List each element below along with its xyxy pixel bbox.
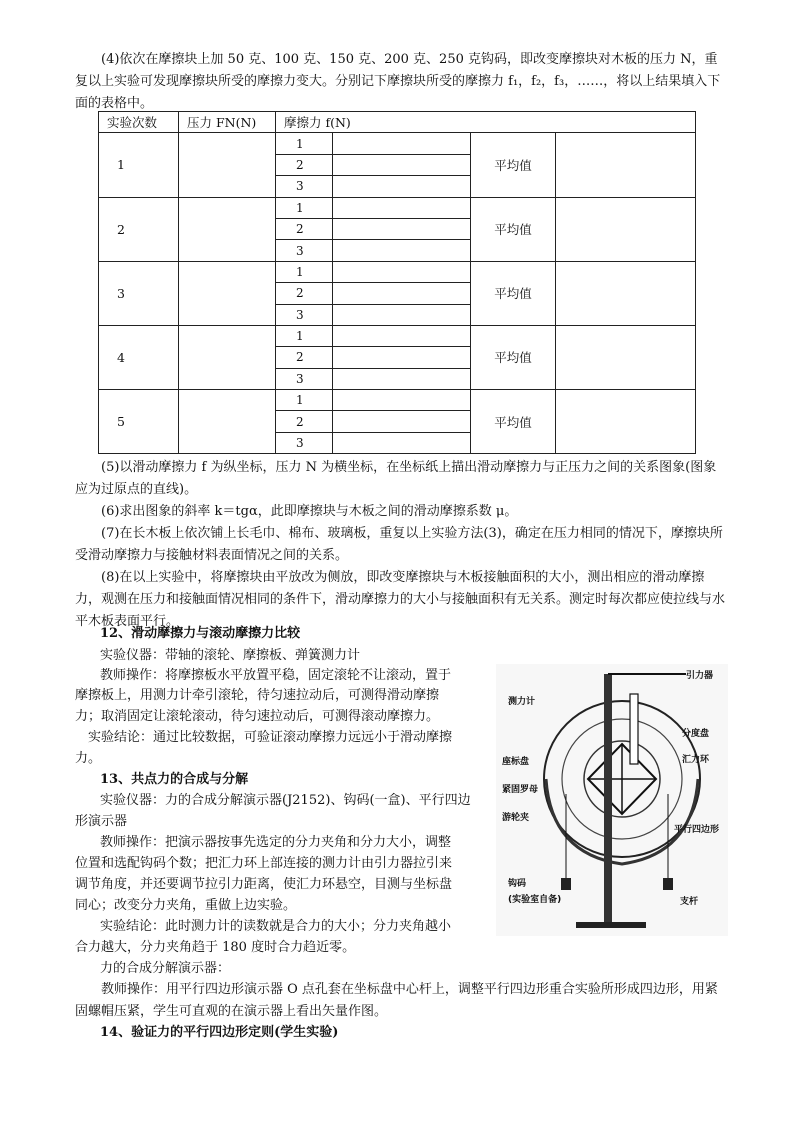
paragraph-step5: (5)以滑动摩擦力 f 为纵坐标，压力 N 为横坐标，在坐标纸上描出滑动摩擦力与正压力之间的关系图象(图象应为过原点的直线)。 bbox=[75, 460, 717, 497]
s13-line: 合力越大，分力夹角趋于 180 度时合力趋近零。 bbox=[75, 940, 356, 955]
s13-equipment: 实验仪器：力的合成分解演示器(J2152)、钩码(一盒)、平行四边 bbox=[100, 793, 471, 808]
pressure-cell bbox=[179, 325, 276, 389]
header-pressure: 压力 FN(N) bbox=[179, 112, 276, 133]
s13-subtitle: 力的合成分解演示器： bbox=[100, 961, 231, 976]
trial-number-cell: 1 bbox=[99, 133, 179, 197]
table-header-row bbox=[99, 112, 696, 133]
sub-trial-cell: 2 bbox=[276, 347, 333, 368]
trial-number-cell: 4 bbox=[99, 325, 179, 389]
experiment-table bbox=[98, 111, 696, 454]
pressure-cell bbox=[179, 133, 276, 197]
paragraph-step7: (7)在长木板上依次铺上长毛巾、棉布、玻璃板，重复以上实验方法(3)，确定在压力相同的情况下，摩擦块所受滑动摩擦力与接触材料表面情况之间的关系。 bbox=[75, 526, 723, 563]
friction-value-cell bbox=[333, 133, 471, 154]
pressure-cell bbox=[179, 261, 276, 325]
force-demonstrator-figure bbox=[496, 664, 728, 936]
s13-conclusion: 实验结论：此时测力计的读数就是合力的大小；分力夹角越小 bbox=[100, 919, 452, 934]
heading-section-13: 13、共点力的合成与分解 bbox=[100, 772, 249, 787]
right-weight bbox=[663, 878, 673, 890]
sub-trial-cell: 3 bbox=[276, 176, 333, 197]
paragraph-step6: (6)求出图象的斜率 k＝tgα，此即摩擦块与木板之间的滑动摩擦系数 μ。 bbox=[101, 504, 518, 519]
label-pulley-clamp: 游轮夹 bbox=[502, 813, 530, 823]
paragraph-step8: (8)在以上实验中，将摩擦块由平放改为侧放，即改变摩擦块与木板接触面积的大小，测出相应的滑动摩擦力，观测在压力和接触面情况相同的条件下，滑动摩擦力的大小与接触面积有无关系。测定时每次都应使拉线与水平木板表面平行。 bbox=[75, 570, 726, 629]
s12-line: 力。 bbox=[75, 751, 102, 766]
friction-value-cell bbox=[333, 432, 471, 453]
label-coord-disc: 座标盘 bbox=[502, 757, 530, 767]
header-trial: 实验次数 bbox=[99, 112, 179, 133]
sub-trial-cell: 1 bbox=[276, 390, 333, 411]
average-value-cell bbox=[556, 133, 696, 197]
friction-value-cell bbox=[333, 347, 471, 368]
base-plate bbox=[576, 922, 646, 928]
friction-value-cell bbox=[333, 283, 471, 304]
trial-number-cell: 5 bbox=[99, 390, 179, 454]
average-label-cell: 平均值 bbox=[471, 390, 556, 454]
s12-equipment: 实验仪器：带轴的滚轮、摩擦板、弹簧测力计 bbox=[100, 648, 361, 663]
left-weight bbox=[561, 878, 571, 890]
table-row bbox=[99, 390, 696, 411]
average-value-cell bbox=[556, 197, 696, 261]
heading-section-14: 14、验证力的平行四边形定则(学生实验) bbox=[100, 1025, 339, 1040]
average-label-cell: 平均值 bbox=[471, 261, 556, 325]
table-row bbox=[99, 261, 696, 282]
sub-trial-cell: 3 bbox=[276, 368, 333, 389]
sub-trial-cell: 1 bbox=[276, 325, 333, 346]
label-parallelogram: 平行四边形 bbox=[674, 825, 720, 835]
sub-trial-cell: 3 bbox=[276, 240, 333, 261]
table-row bbox=[99, 197, 696, 218]
friction-value-cell bbox=[333, 218, 471, 239]
s13-paragraph: 教师操作：用平行四边形演示器 O 点孔套在坐标盘中心杆上，调整平行四边形重合实验所形成四边形，用紧固螺帽压紧，学生可直观的在演示器上看出矢量作图。 bbox=[75, 982, 718, 1019]
spring-scale bbox=[630, 694, 638, 764]
paragraph-step4: (4)依次在摩擦块上加 50 克、100 克、150 克、200 克、250 克钩码，即改变摩擦块对木板的压力 N，重复以上实验可发现摩擦块所受的摩擦力变大。分别记下摩擦块所受的摩擦力 f₁，f₂，f₃，……，将以上结果填入下面的表格中。 bbox=[75, 52, 721, 111]
friction-value-cell bbox=[333, 368, 471, 389]
s13-line: 形演示器 bbox=[75, 814, 128, 829]
average-label-cell: 平均值 bbox=[471, 133, 556, 197]
average-value-cell bbox=[556, 325, 696, 389]
friction-value-cell bbox=[333, 304, 471, 325]
label-lock-nut: 紧固罗母 bbox=[502, 785, 539, 795]
average-label-cell: 平均值 bbox=[471, 197, 556, 261]
pressure-cell bbox=[179, 197, 276, 261]
sub-trial-cell: 1 bbox=[276, 133, 333, 154]
pressure-cell bbox=[179, 390, 276, 454]
friction-value-cell bbox=[333, 154, 471, 175]
label-puller: 引力器 bbox=[686, 671, 714, 681]
s13-line: 同心；改变分力夹角，重做上边实验。 bbox=[75, 898, 297, 913]
s13-line: 位置和选配钩码个数；把汇力环上部连接的测力计由引力器拉引来 bbox=[75, 856, 453, 871]
average-value-cell bbox=[556, 390, 696, 454]
sub-trial-cell: 2 bbox=[276, 154, 333, 175]
sub-trial-cell: 3 bbox=[276, 432, 333, 453]
friction-value-cell bbox=[333, 261, 471, 282]
label-weights: 钩码 bbox=[508, 879, 527, 889]
label-support-rod: 支杆 bbox=[680, 897, 699, 907]
average-value-cell bbox=[556, 261, 696, 325]
support-rod bbox=[604, 674, 612, 924]
table-row bbox=[99, 133, 696, 154]
sub-trial-cell: 1 bbox=[276, 261, 333, 282]
header-friction: 摩擦力 f(N) bbox=[276, 112, 696, 133]
sub-trial-cell: 2 bbox=[276, 283, 333, 304]
heading-section-12: 12、滑动摩擦力与滚动摩擦力比较 bbox=[100, 626, 301, 641]
friction-value-cell bbox=[333, 390, 471, 411]
trial-number-cell: 2 bbox=[99, 197, 179, 261]
sub-trial-cell: 3 bbox=[276, 304, 333, 325]
friction-value-cell bbox=[333, 411, 471, 432]
label-force-meter: 测力计 bbox=[508, 697, 536, 707]
s12-line: 力；取消固定让滚轮滚动，待匀速拉动后，可测得滚动摩擦力。 bbox=[75, 709, 440, 724]
trial-number-cell: 3 bbox=[99, 261, 179, 325]
label-gathering-ring: 汇力环 bbox=[682, 755, 710, 765]
sub-trial-cell: 2 bbox=[276, 218, 333, 239]
s12-line: 教师操作：将摩擦板水平放置平稳，固定滚轮不让滚动，置于 bbox=[100, 668, 452, 683]
s13-line: 教师操作：把演示器按事先选定的分力夹角和分力大小，调整 bbox=[100, 835, 452, 850]
sub-trial-cell: 1 bbox=[276, 197, 333, 218]
table-row bbox=[99, 325, 696, 346]
s12-conclusion: 实验结论：通过比较数据，可验证滚动摩擦力远远小于滑动摩擦 bbox=[88, 730, 453, 745]
s13-line: 调节角度，并还要调节拉引力距离，使汇力环悬空，目测与坐标盘 bbox=[75, 877, 453, 892]
friction-value-cell bbox=[333, 325, 471, 346]
sub-trial-cell: 2 bbox=[276, 411, 333, 432]
average-label-cell: 平均值 bbox=[471, 325, 556, 389]
friction-value-cell bbox=[333, 176, 471, 197]
label-lab-supplied: (实验室自备) bbox=[508, 895, 562, 905]
label-scale-disc: 分度盘 bbox=[682, 729, 710, 739]
s12-line: 摩擦板上，用测力计牵引滚轮，待匀速拉动后，可测得滑动摩擦 bbox=[75, 688, 440, 703]
friction-value-cell bbox=[333, 240, 471, 261]
friction-value-cell bbox=[333, 197, 471, 218]
